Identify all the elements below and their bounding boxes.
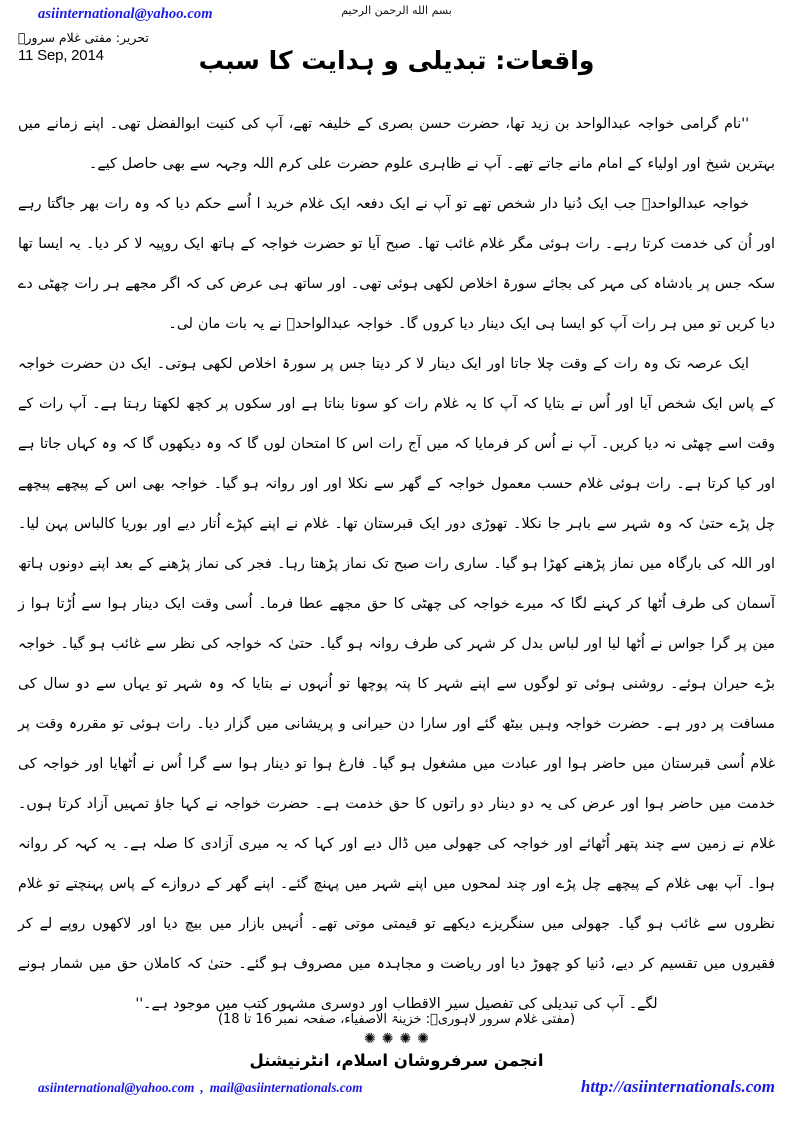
flower-ornament-icon: ✺ <box>381 1031 394 1048</box>
organization-name: انجمن سرفروشان اسلام، انٹرنیشنل <box>249 1051 544 1070</box>
contact-row <box>0 1077 793 1104</box>
footer-email-link-2[interactable]: mail@asiinternationals.com <box>209 1080 363 1095</box>
ornament-divider <box>0 1031 793 1047</box>
website-link[interactable]: http://asiinternationals.com <box>580 1077 775 1096</box>
author-name: تحریر: مفتی غلام سرورؒ <box>18 30 149 45</box>
page-title: واقعات: تبدیلی و ہدایت کا سبب <box>198 46 595 75</box>
paragraph: خواجہ عبدالواحدؒ جب ایک دُنیا دار شخص تھے تو آپ نے ایک دفعہ ایک غلام خرید ا اُسے حکم دیا کہ وہ رات بھر جاگتا رہے اور اُن کی خدمت کرتا رہے۔ رات ہوئی مگر غلام غائب تھا۔ صبح آیا تو حضرت خواجہ کے ہاتھ ایک روپیہ لا کر دیا۔ یہ ایسا تھا سکہ جس پر بادشاہ کی مہر کی بجائے سورۃ اخلاص لکھی ہوئی تھی۔ اور ساتھ ہی عرض کی کہ اگر مجھے ہر رات چھٹی دے دیا کریں تو میں ہر رات آپ کو ایسا ہی ایک دینار دیا کروں گا۔ خواجہ عبدالواحدؒ نے یہ بات مان لی۔ <box>18 196 775 332</box>
flower-ornament-icon: ✺ <box>399 1031 412 1048</box>
publish-date: 11 Sep, 2014 <box>18 46 104 64</box>
email-group <box>38 1080 362 1096</box>
header-email-link[interactable]: asiinternational@yahoo.com <box>38 6 213 22</box>
email-separator: , <box>200 1080 204 1095</box>
footer-email-link-1[interactable]: asiinternational@yahoo.com <box>38 1080 195 1095</box>
article-body <box>18 104 775 1024</box>
flower-ornament-icon: ✺ <box>417 1031 429 1048</box>
bismillah-text: بسم الله الرحمن الرحيم <box>341 4 452 17</box>
paragraph: ایک عرصہ تک وہ رات کے وقت چلا جاتا اور ایک دینار لا کر دیتا جس پر سورۃ اخلاص لکھی ہوتی۔ ایک دن حضرت خواجہ کے پاس ایک شخص آیا اور اُس نے بتایا کہ آپ کا یہ غلام رات کو سونا بناتا ہے اور سکوں پر کچھ لکھتا رہتا ہے۔ آپ رات کے وقت اسے چھٹی نہ دیا کریں۔ آپ نے اُس کر فرمایا کہ میں آج رات اس کا امتحان لوں گا کہ وہ دیکھوں گا کہ وہ کہاں جاتا ہے اور کیا کرتا ہے۔ رات ہوئی غلام حسب معمول خواجہ کے گھر سے نکلا اور اور روانہ ہو گیا۔ خواجہ بھی اس کے پیچھے پیچھے چل پڑے حتیٰ کہ وہ شہر سے باہر جا نکلا۔ تھوڑی دور ایک قبرستان تھا۔ غلام نے اپنے کپڑے اُتار دیے اور بوریا کالباس پہن لیا۔ اور اللہ کی بارگاہ میں نماز پڑھنے کھڑا ہو گیا۔ ساری رات صبح تک نماز پڑھتا رہا۔ فجر کی نماز پڑھنے کے بعد اپنے دونوں ہاتھ آسمان کی طرف اُٹھا کر کہنے لگا کہ میرے خواجہ کی چھٹی کا حق مجھے عطا فرما۔ اُسی وقت ایک دینار ہوا سے اُڑتا ہوا ز مین پر گرا جواس نے اُٹھا لیا اور لباس بدل کر شہر کی طرف روانہ ہو گیا۔ حتیٰ کہ خواجہ کی نظر سے غائب ہو گیا۔ خواجہ بڑے حیران ہوئے۔ روشنی ہوئی تو لوگوں سے اپنے شہر کا پتہ پوچھا تو اُنہوں نے بتایا کہ وہ شہر تو یہاں سے دو سال کی مسافت پر دور ہے۔ حضرت خواجہ وہیں بیٹھ گئے اور سارا دن حیرانی و پریشانی میں گزار دیا۔ رات ہوئی تو مقررہ وقت پر غلام اُسی قبرستان میں حاضر ہوا اور عبادت میں مشغول ہو گیا۔ فارغ ہوا تو دینار ہوا سے گرا اُس نے اُٹھایا اور خواجہ کی خدمت میں حاضر ہوا اور عرض کی یہ دو دینار دو راتوں کا حق خدمت ہے۔ حضرت خواجہ نے کہا جاؤ تمہیں آزاد کرتا ہوں۔ غلام نے زمین سے چند پتھر اُٹھائے اور خواجہ کی جھولی میں ڈال دیے اور کہا کہ یہ میری آزادی کا صلہ ہے۔ یہ کہہ کر روانہ ہوا۔ آپ بھی غلام کے پیچھے چل پڑے اور چند لمحوں میں اپنے شہر میں پہنچ گئے۔ اپنے گھر کے دروازے کے پاس پہنچتے تو غلام نظروں سے غائب ہو گیا۔ جھولی میں سنگریزے دیکھے تو قیمتی موتی تھے۔ اُنہیں بازار میں بیچ دیا اور لاکھوں روپے لے کر فقیروں میں تقسیم کر دیے، دُنیا کو چھوڑ دیا اور ریاضت و مجاہدہ میں مصروف ہو گئے۔ حتیٰ کہ کاملان حق میں شمار ہونے لگے۔ آپ کی تبدیلی کی تفصیل سیر الاقطاب اور دوسری مشہور کتب میں موجود ہے۔'' <box>18 356 775 1012</box>
source-citation: (مفتی غلام سرور لاہوریؒ: خزینۃ الاصفیاء، صفحہ نمبر 16 تا 18) <box>217 1012 576 1027</box>
paragraph: ''نام گرامی خواجہ عبدالواحد بن زید تھا، حضرت حسن بصری کے خلیفہ تھے، آپ کی کنیت ابوالفضل تھی۔ اپنے زمانے میں بہترین شیخ اور اولیاء کے امام مانے جاتے تھے۔ آپ نے ظاہری علوم حضرت علی کرم اللہ وجہہ سے بھی حاصل کیے۔ <box>18 116 775 172</box>
document-footer <box>0 1012 793 1104</box>
flower-ornament-icon: ✺ <box>364 1031 376 1048</box>
document-header <box>0 0 793 100</box>
